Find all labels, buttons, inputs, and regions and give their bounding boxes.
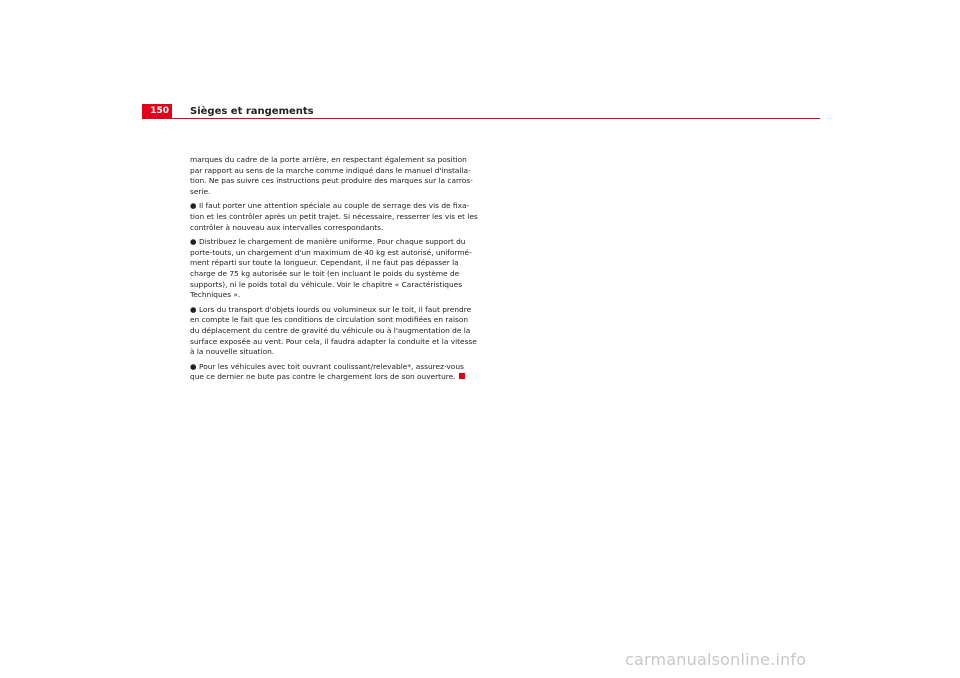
text-line: serie. <box>190 186 211 196</box>
bullet-icon: ● <box>190 201 197 211</box>
end-of-section-icon <box>459 373 465 379</box>
text-line: tion. Ne pas suivre ces instructions peut produire des marques sur la carros- <box>190 176 473 186</box>
bullet-icon: ● <box>190 304 197 314</box>
text-line: supports), ni le poids total du véhicule. Voir le chapitre « Caractéristiques <box>190 279 463 289</box>
bullet-item-sunroof <box>190 362 480 383</box>
text-line: surface exposée au vent. Pour cela, il faudra adapter la conduite et la vitesse <box>190 336 477 346</box>
text-line: que ce dernier ne bute pas contre le chargement lors de son ouverture. <box>190 372 456 382</box>
watermark: carmanualsonline.info <box>625 650 807 669</box>
header-rule <box>172 118 820 119</box>
bullet-item-heavy-objects <box>190 305 480 358</box>
text-line: Techniques ». <box>190 290 241 300</box>
text-line: tion et les contrôler après un petit trajet. Si nécessaire, resserrer les vis et les <box>190 211 478 221</box>
chapter-title: Sièges et rangements <box>190 106 314 117</box>
text-line: Distribuez le chargement de manière uniforme. Pour chaque support du <box>199 237 466 247</box>
bullet-icon: ● <box>190 361 197 371</box>
text-line: charge de 75 kg autorisée sur le toit (en incluant le poids du système de <box>190 268 460 278</box>
text-line: Il faut porter une attention spéciale au couple de serrage des vis de fixa- <box>199 201 470 211</box>
bullet-item-load <box>190 237 480 301</box>
bullet-icon: ● <box>190 237 197 247</box>
paragraph-intro <box>190 155 480 197</box>
text-line: par rapport au sens de la marche comme indiqué dans le manuel d'installa- <box>190 165 471 175</box>
text-line: porte-touts, un chargement d'un maximum de 40 kg est autorisé, uniformé- <box>190 247 472 257</box>
text-line: marques du cadre de la porte arrière, en respectant également sa position <box>190 155 467 164</box>
page-number: 150 <box>142 104 172 119</box>
text-line: Pour les véhicules avec toit ouvrant coulissant/relevable*, assurez-vous <box>199 361 464 371</box>
body-text <box>190 155 480 387</box>
text-line: en compte le fait que les conditions de circulation sont modifiées en raison <box>190 315 469 325</box>
text-line: Lors du transport d'objets lourds ou volumineux sur le toit, il faut prendre <box>199 304 472 314</box>
text-line: du déplacement du centre de gravité du véhicule ou à l'augmentation de la <box>190 325 471 335</box>
text-line: ment réparti sur toute la longueur. Cependant, il ne faut pas dépasser la <box>190 258 459 268</box>
text-line: à la nouvelle situation. <box>190 347 275 357</box>
text-line: contrôler à nouveau aux intervalles correspondants. <box>190 222 384 232</box>
bullet-item-torque <box>190 201 480 233</box>
